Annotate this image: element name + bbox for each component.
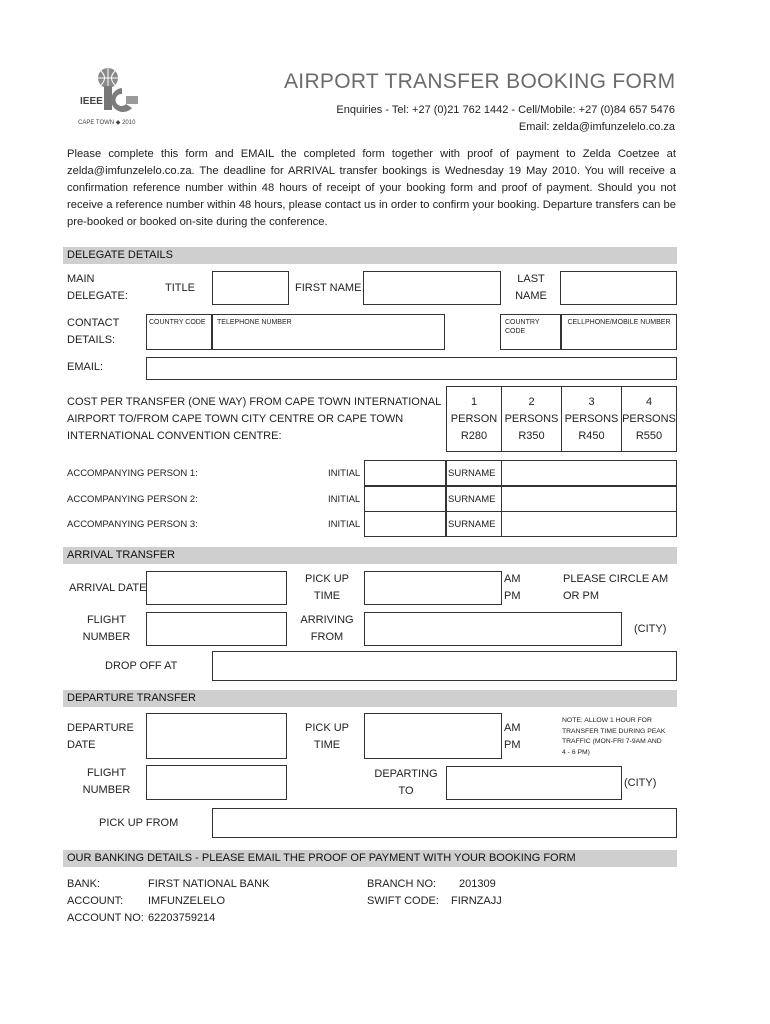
arriving-from-label-2: FROM: [310, 631, 344, 643]
accompanying-3-surname-label: SURNAME: [448, 519, 496, 530]
logo: [76, 66, 152, 128]
email-line: Email: zelda@imfunzelelo.co.za: [518, 121, 675, 133]
accompanying-1-initial-label: INITIAL: [328, 468, 361, 479]
arrival-pickup-label-2: TIME: [313, 590, 341, 602]
peak-note-line-1: NOTE: ALLOW 1 HOUR FOR: [562, 717, 652, 724]
arrival-flight-label-1: FLIGHT: [86, 614, 127, 626]
pickup-from-label: PICK UP FROM: [99, 817, 179, 829]
cost-option-3[interactable]: [561, 386, 622, 452]
enquiries-line: Enquiries - Tel: +27 (0)21 762 1442 - Cell/Mobile: +27 (0)84 657 5476: [336, 104, 675, 116]
departing-to-label-2: TO: [398, 785, 414, 797]
cellphone-label: CELLPHONE/MOBILE NUMBER: [567, 319, 671, 326]
title-label: TITLE: [165, 282, 195, 294]
departure-date-label-2: DATE: [67, 739, 96, 751]
main-delegate-label-1: MAIN: [67, 273, 95, 285]
arrival-flight-label-2: NUMBER: [82, 631, 131, 643]
arrival-date-field[interactable]: [146, 571, 287, 605]
main-delegate-label-2: DELEGATE:: [67, 290, 128, 302]
bank-value: FIRST NATIONAL BANK: [148, 878, 270, 890]
arriving-from-label-1: ARRIVING: [300, 614, 354, 626]
account-label: ACCOUNT:: [67, 895, 124, 907]
cell-country-code-label: COUNTRY CODE: [505, 319, 540, 335]
cost-option-1-unit: PERSON: [450, 413, 498, 425]
cell-country-code-field[interactable]: [500, 314, 561, 350]
cost-option-1-num: 1: [470, 396, 478, 408]
title-field[interactable]: [212, 271, 289, 305]
arrival-date-label: ARRIVAL DATE: [69, 582, 147, 594]
departure-pickup-label-1: PICK UP: [304, 722, 349, 734]
departure-flight-label-2: NUMBER: [82, 784, 131, 796]
swift-code-value: FIRNZAJJ: [451, 895, 502, 907]
departure-pickup-label-2: TIME: [313, 739, 341, 751]
contact-details-label-1: CONTACT: [67, 317, 120, 329]
bank-label: BANK:: [67, 878, 101, 890]
email-label: EMAIL:: [67, 361, 104, 373]
swift-code-label: SWIFT CODE:: [367, 895, 439, 907]
tel-country-code-field[interactable]: [146, 314, 212, 350]
departure-date-field[interactable]: [146, 713, 287, 759]
logo-place: CAPE TOWN ◆ 2010: [78, 120, 136, 126]
accompanying-2-initial-field[interactable]: [364, 486, 446, 512]
accompanying-1-initial-field[interactable]: [364, 460, 446, 486]
cost-option-3-price: R450: [578, 430, 605, 442]
email-field[interactable]: [146, 357, 677, 380]
accompanying-3-initial-field[interactable]: [364, 511, 446, 537]
cost-option-4-unit: PERSONS: [622, 413, 676, 425]
accompanying-2-label: ACCOMPANYING PERSON 2:: [67, 494, 198, 505]
drop-off-field[interactable]: [212, 651, 677, 681]
departure-flight-label-1: FLIGHT: [86, 767, 127, 779]
first-name-field[interactable]: [363, 271, 501, 305]
telephone-label: TELEPHONE NUMBER: [217, 319, 292, 326]
account-no-value: 62203759214: [148, 912, 216, 924]
arriving-from-field[interactable]: [364, 612, 622, 646]
cost-line-2: AIRPORT TO/FROM CAPE TOWN CITY CENTRE OR CAPE TOWN: [67, 413, 404, 425]
logo-org: IEEE: [80, 96, 103, 107]
accompanying-1-label: ACCOMPANYING PERSON 1:: [67, 468, 198, 479]
accompanying-1-surname-field[interactable]: [446, 460, 677, 486]
arrival-pickup-time-field[interactable]: [364, 571, 502, 605]
account-no-label: ACCOUNT NO:: [67, 912, 144, 924]
accompanying-1-surname-label: SURNAME: [448, 468, 496, 479]
branch-no-label: BRANCH NO:: [367, 878, 437, 890]
cost-option-4-num: 4: [645, 396, 653, 408]
peak-note-line-4: 4 - 6 PM): [562, 748, 590, 756]
arrival-pm-option[interactable]: PM: [504, 590, 521, 602]
departing-to-label-1: DEPARTING: [374, 768, 438, 780]
last-name-field[interactable]: [560, 271, 677, 305]
departure-city-label: (CITY): [624, 777, 657, 789]
arrival-pickup-label-1: PICK UP: [304, 573, 349, 585]
departure-transfer-heading: DEPARTURE TRANSFER: [63, 690, 677, 707]
telephone-field[interactable]: [212, 314, 445, 350]
departing-to-field[interactable]: [446, 766, 622, 800]
cellphone-field[interactable]: [561, 314, 677, 350]
banking-heading: OUR BANKING DETAILS - PLEASE EMAIL THE PROOF OF PAYMENT WITH YOUR BOOKING FORM: [63, 850, 677, 867]
accompanying-2-surname-field[interactable]: [446, 486, 677, 512]
peak-note-line-3: TRAFFIC (MON-FRI 7-9AM AND: [562, 738, 662, 745]
cost-option-3-num: 3: [588, 396, 595, 408]
intro-paragraph: Please complete this form and EMAIL the completed form together with proof of payment to Zelda Coetzee at zelda@imfunzelelo.co.za. The deadline for ARRIVAL transfer bookings is Wednesday 19 May 2010. You will receive a confirmation reference number within 48 hours of receipt of your booking form and proof of payment. Should you not receive a reference number within 48 hours, please contact us in order to confirm your booking. Departure transfers can be pre-booked or booked on-site during the conference.: [67, 148, 676, 228]
drop-off-label: DROP OFF AT: [105, 660, 178, 672]
cost-line-1: COST PER TRANSFER (ONE WAY) FROM CAPE TOWN INTERNATIONAL: [67, 396, 442, 408]
circle-note-2: OR PM: [563, 590, 600, 602]
cost-option-2-price: R350: [518, 430, 545, 442]
pickup-from-field[interactable]: [212, 808, 677, 838]
arrival-city-label: (CITY): [634, 623, 667, 635]
circle-note-1: PLEASE CIRCLE AM: [563, 573, 669, 585]
departure-pm-option[interactable]: PM: [504, 739, 521, 751]
cost-option-1[interactable]: [446, 386, 502, 452]
tel-country-code-label: COUNTRY CODE: [149, 319, 206, 326]
accompanying-3-initial-label: INITIAL: [328, 519, 361, 530]
accompanying-2-surname-label: SURNAME: [448, 494, 496, 505]
arrival-am-option[interactable]: AM: [504, 573, 521, 585]
account-value: IMFUNZELELO: [148, 895, 226, 907]
accompanying-2-initial-label: INITIAL: [328, 494, 361, 505]
cost-option-2[interactable]: [501, 386, 562, 452]
cost-option-2-unit: PERSONS: [504, 413, 559, 425]
cost-option-4-price: R550: [635, 430, 663, 442]
delegate-details-heading: DELEGATE DETAILS: [63, 247, 677, 264]
cost-line-3: INTERNATIONAL CONVENTION CENTRE:: [67, 430, 282, 442]
peak-note-line-2: TRANSFER TIME DURING PEAK: [562, 727, 666, 735]
cost-option-3-unit: PERSONS: [564, 413, 619, 425]
departure-date-label-1: DEPARTURE: [67, 722, 134, 734]
arrival-transfer-heading: ARRIVAL TRANSFER: [63, 547, 677, 564]
last-name-label-1: LAST: [517, 273, 545, 285]
arrival-flight-number-field[interactable]: [146, 612, 287, 646]
branch-no-value: 201309: [459, 878, 496, 890]
cost-option-4[interactable]: [621, 386, 677, 452]
form-title: AIRPORT TRANSFER BOOKING FORM: [284, 70, 676, 93]
peak-traffic-note: [562, 716, 682, 758]
last-name-label-2: NAME: [515, 290, 547, 302]
accompanying-3-surname-field[interactable]: [446, 511, 677, 537]
cost-option-2-num: 2: [528, 396, 535, 408]
cost-option-1-price: R280: [460, 430, 488, 442]
first-name-label: FIRST NAME: [295, 282, 362, 294]
accompanying-3-label: ACCOMPANYING PERSON 3:: [67, 519, 198, 530]
contact-details-label-2: DETAILS:: [67, 334, 116, 346]
departure-am-option[interactable]: AM: [504, 722, 521, 734]
departure-flight-number-field[interactable]: [146, 765, 287, 800]
departure-pickup-time-field[interactable]: [364, 713, 502, 759]
